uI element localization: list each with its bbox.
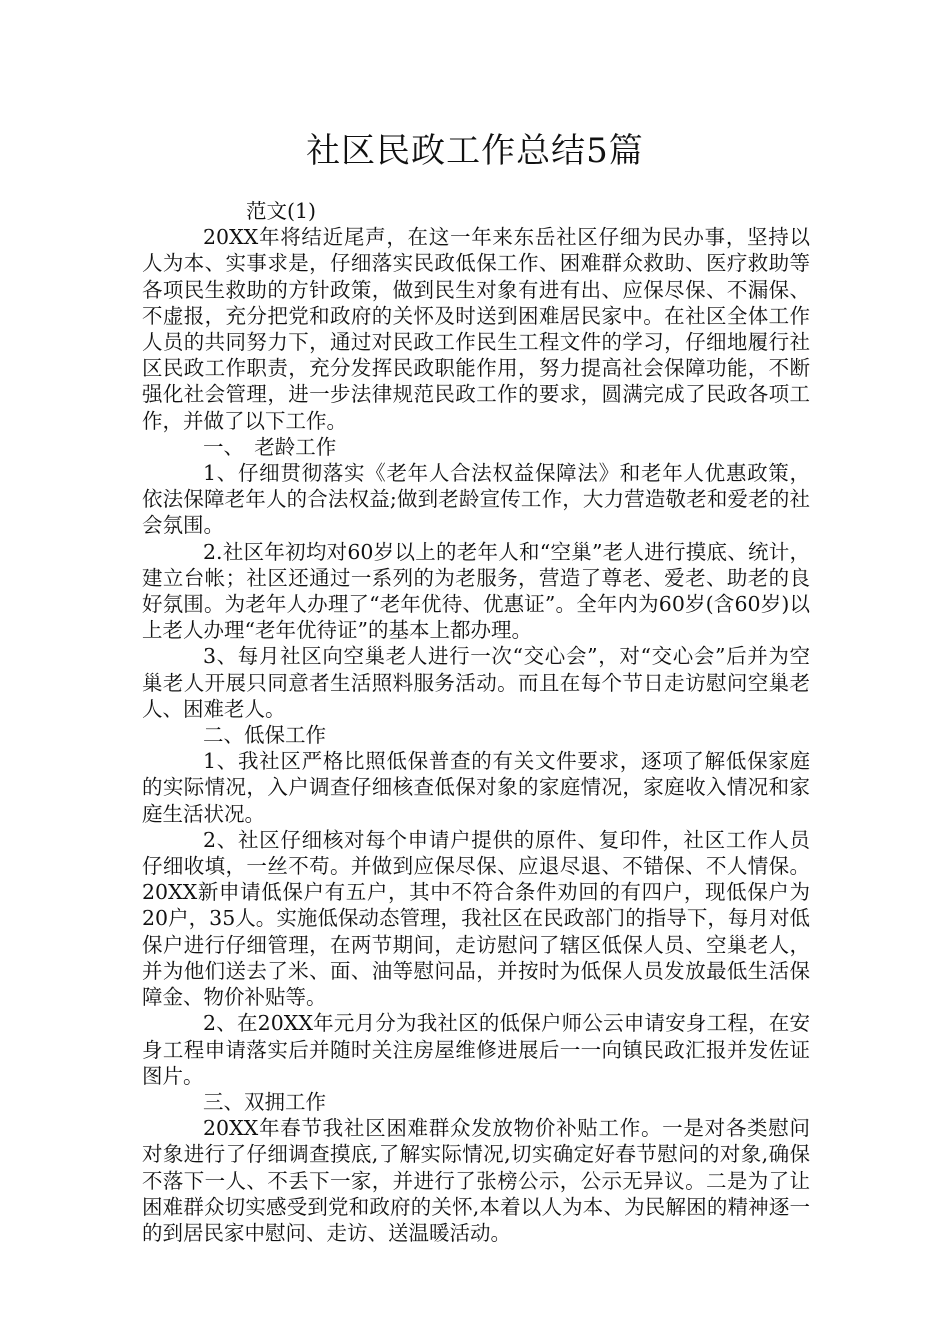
paragraph: 20XX年春节我社区困难群众发放物价补贴工作。一是对各类慰问对象进行了仔细调查摸底,了解实际情况,切实确定好春节慰问的对象,确保不落下一人、不丢下一家，并进行了张榜公示，公示无异议。二是为了让困难群众切实感受到党和政府的关怀,本着以人为本、为民解困的精神逐一的到居民家中慰问、走访、送温暖活动。	[142, 1116, 810, 1245]
paragraph: 2.社区年初均对60岁以上的老年人和“空巢”老人进行摸底、统计，建立台帐；社区还通过一系列的为老服务，营造了尊老、爱老、助老的良好氛围。为老年人办理了“老年优待、优惠证”。全年内为60岁(含60岁)以上老人办理“老年优待证”的基本上都办理。	[142, 539, 810, 643]
section-heading-subsistence: 二、低保工作	[203, 723, 326, 748]
section-heading-double-support: 三、双拥工作	[203, 1089, 326, 1114]
sample-label: 范文(1)	[246, 199, 317, 223]
paragraph: 3、每月社区向空巢老人进行一次“交心会”，对“交心会”后并为空巢老人开展只同意者生活照料服务活动。而且在每个节日走访慰问空巢老人、困难老人。	[142, 644, 810, 721]
paragraph: 2、在20XX年元月分为我社区的低保户师公云申请安身工程，在安身工程申请落实后并随时关注房屋维修进展后一一向镇民政汇报并发佐证图片。	[142, 1011, 810, 1088]
document-title: 社区民政工作总结5篇	[306, 131, 644, 171]
paragraph: 1、我社区严格比照低保普查的有关文件要求，逐项了解低保家庭的实际情况，入户调查仔细核查低保对象的家庭情况，家庭收入情况和家庭生活状况。	[142, 749, 810, 826]
paragraph: 2、社区仔细核对每个申请户提供的原件、复印件，社区工作人员仔细收填，一丝不苟。并做到应保尽保、应退尽退、不错保、不人情保。 20XX新申请低保户有五户，其中不符合条件劝回的有四户，现低保户为20户，35人。实施低保动态管理，我社区在民政部门的指导下，每月对低保户进行仔细管理，在两节期间，走访慰问了辖区低保人员、空巢老人，并为他们送去了米、面、油等慰问品，并按时为低保人员发放最低生活保障金、物价补贴等。	[142, 827, 810, 1010]
section-heading-elderly: 一、 老龄工作	[203, 434, 337, 459]
document-body	[142, 198, 810, 1246]
paragraph: 1、仔细贯彻落实《老年人合法权益保障法》和老年人优惠政策，依法保障老年人的合法权益;做到老龄宣传工作，大力营造敬老和爱老的社会氛围。	[142, 461, 810, 538]
intro-paragraph: 20XX年将结近尾声，在这一年来东岳社区仔细为民办事，坚持以人为本、实事求是，仔细落实民政低保工作、困难群众救助、医疗救助等各项民生救助的方针政策，做到民生对象有进有出、应保尽保、不漏保、不虚报，充分把党和政府的关怀及时送到困难居民家中。在社区全体工作人员的共同努力下，通过对民政工作民生工程文件的学习，仔细地履行社区民政工作职责，充分发挥民政职能作用，努力提高社会保障功能，不断强化社会管理，进一步法律规范民政工作的要求，圆满完成了民政各项工作，并做了以下工作。	[142, 225, 810, 433]
